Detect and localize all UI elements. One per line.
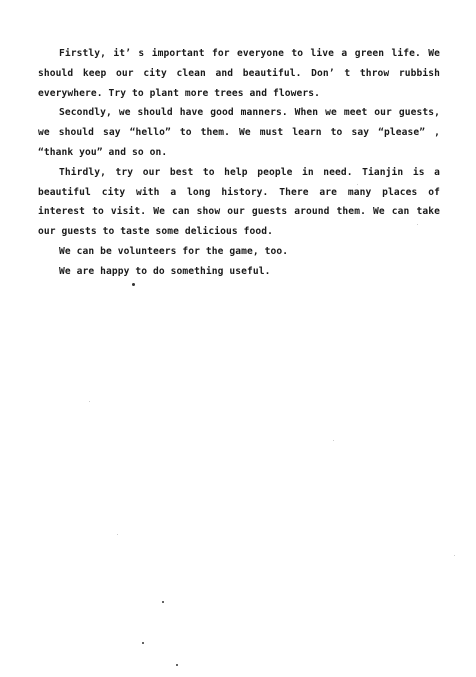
paragraph-secondly: Secondly, we should have good manners. When we meet our guests, we should say “hello” to them. We must learn to say “please” , “thank you” and so on.	[38, 107, 440, 158]
scan-speck	[454, 555, 455, 556]
scan-speck	[117, 534, 118, 535]
paragraph-volunteers: We can be volunteers for the game, too.	[59, 245, 289, 257]
scan-speck	[142, 642, 144, 644]
paragraph-firstly: Firstly, it’ s important for everyone to live a green life. We should keep our city clean and beautiful. Don’ t throw rubbish everywhere. Try to plant more trees and flowers.	[38, 48, 440, 99]
scan-speck	[162, 601, 164, 603]
scan-speck	[357, 184, 358, 185]
scan-speck	[89, 401, 90, 402]
document-body	[38, 44, 440, 282]
scan-speck	[417, 224, 418, 225]
scan-speck	[333, 440, 334, 441]
scan-speck	[132, 283, 135, 286]
scan-speck	[176, 664, 178, 666]
paragraph-thirdly: Thirdly, try our best to help people in need. Tianjin is a beautiful city with a long history. There are many places of interest to visit. We can show our guests around them. We can take our guests to taste some delicious food.	[38, 166, 440, 238]
paragraph-closing: We are happy to do something useful.	[59, 265, 271, 277]
